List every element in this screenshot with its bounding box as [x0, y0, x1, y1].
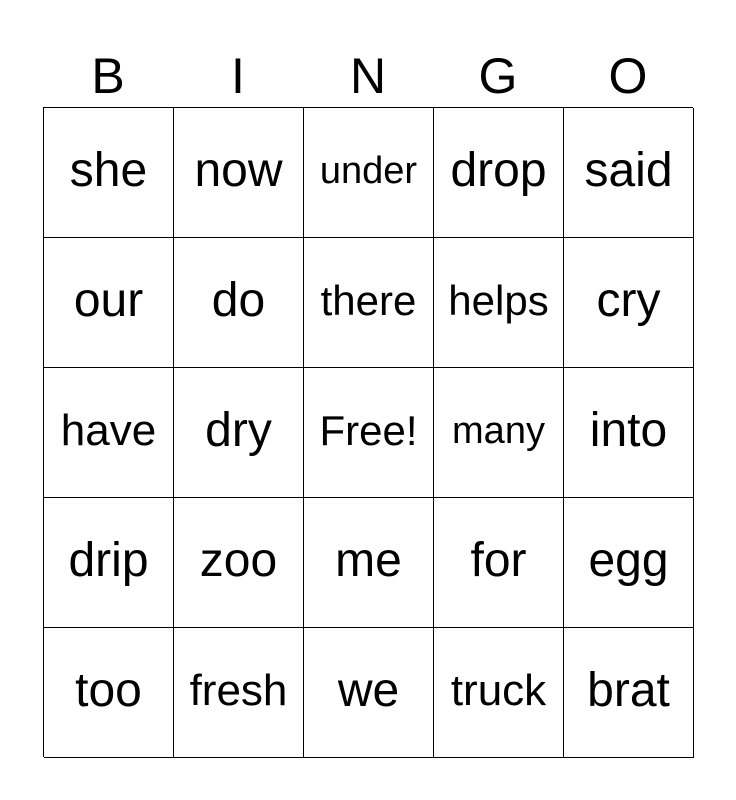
bingo-cell[interactable]: have [44, 368, 174, 498]
bingo-cell[interactable]: under [304, 108, 434, 238]
bingo-cell[interactable]: we [304, 628, 434, 758]
bingo-cell[interactable]: dry [174, 368, 304, 498]
bingo-cell[interactable]: into [564, 368, 694, 498]
header-letter-o: O [608, 48, 648, 104]
bingo-cell[interactable]: there [304, 238, 434, 368]
header-letter-i: I [231, 48, 245, 104]
bingo-cell[interactable]: do [174, 238, 304, 368]
bingo-cell[interactable]: said [564, 108, 694, 238]
free-space-cell[interactable]: Free! [304, 368, 434, 498]
bingo-cell[interactable]: zoo [174, 498, 304, 628]
bingo-cell[interactable]: egg [564, 498, 694, 628]
bingo-cell[interactable]: truck [434, 628, 564, 758]
bingo-cell[interactable]: helps [434, 238, 564, 368]
bingo-cell[interactable]: many [434, 368, 564, 498]
bingo-cell[interactable]: fresh [174, 628, 304, 758]
header-letter-b: B [91, 48, 125, 104]
bingo-cell[interactable]: drip [44, 498, 174, 628]
bingo-cell[interactable]: drop [434, 108, 564, 238]
bingo-cell[interactable]: now [174, 108, 304, 238]
bingo-cell[interactable]: brat [564, 628, 694, 758]
bingo-cell[interactable]: me [304, 498, 434, 628]
bingo-board [43, 107, 693, 757]
bingo-header [43, 45, 693, 107]
bingo-cell[interactable]: our [44, 238, 174, 368]
header-letter-g: G [478, 48, 518, 104]
bingo-cell[interactable]: too [44, 628, 174, 758]
bingo-cell[interactable]: she [44, 108, 174, 238]
bingo-cell[interactable]: for [434, 498, 564, 628]
bingo-cell[interactable]: cry [564, 238, 694, 368]
header-letter-n: N [349, 48, 387, 104]
